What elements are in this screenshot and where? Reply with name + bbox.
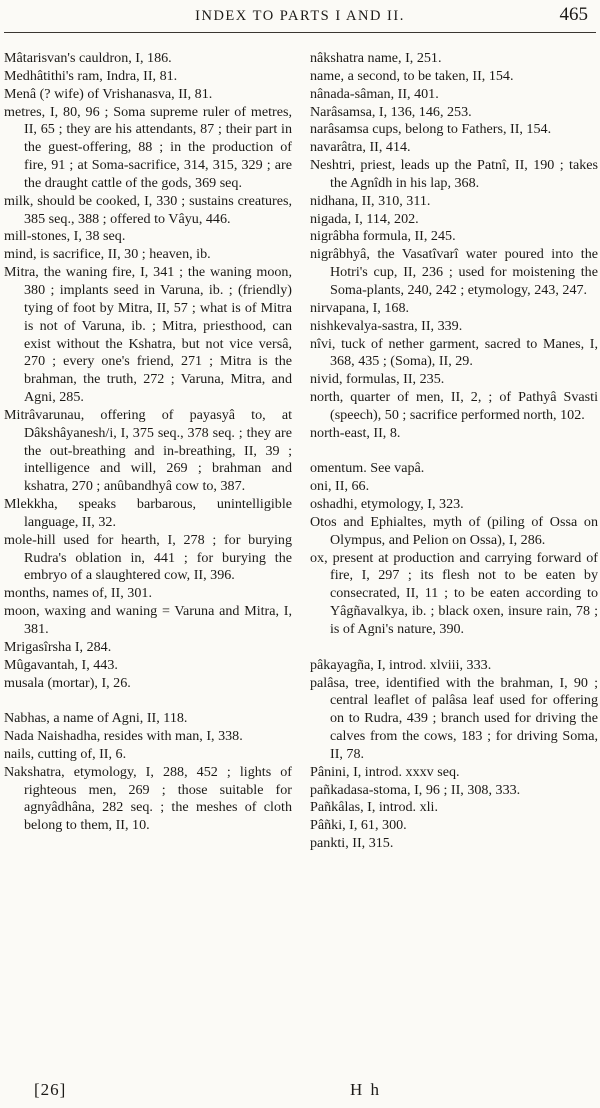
index-column-left — [4, 50, 292, 835]
signature-letters: H h — [350, 1080, 382, 1099]
index-entry: north-east, II, 8. — [310, 424, 401, 441]
running-title: INDEX TO PARTS I AND II. — [195, 8, 405, 24]
index-entry: Mitrâvarunau, offering of payasyâ to, at Dâkshâyanesh/i, I, 375 seq., 378 seq. ; they are the out-breathing and in-breathing, II, 39 ; intelligence and will, 269 ; brahman and kshatra, 270 ; anûbandhyâ cow to, 387. — [4, 406, 292, 495]
index-entry: Mûgavantah, I, 443. — [4, 656, 118, 673]
index-entry: Mlekkha, speaks barbarous, unintelligible language, II, 32. — [4, 496, 292, 530]
index-entry: Nabhas, a name of Agni, II, 118. — [4, 710, 188, 727]
index-entry: Pañkâlas, I, introd. xli. — [310, 799, 438, 816]
index-entry: nidhana, II, 310, 311. — [310, 192, 431, 209]
index-entry: milk, should be cooked, I, 330 ; sustains creatures, 385 seq., 388 ; offered to Vâyu, 446. — [4, 192, 292, 227]
index-entry: name, a second, to be taken, II, 154. — [310, 67, 514, 84]
index-entry: metres, I, 80, 96 ; Soma supreme ruler of metres, II, 65 ; they are his attendants, 87 ; their part in the guest-offering, 88 ; in the production of fire, 91 ; at Soma-sacrifice, 314, 315, 329 ; are the draught cattle of the gods, 369 seq. — [4, 103, 292, 191]
index-entry: nails, cutting of, II, 6. — [4, 745, 127, 762]
index-entry: north, quarter of men, II, 2, ; of Pathyâ Svasti (speech), 50 ; sacrifice performed north, 102. — [310, 389, 598, 423]
section-gap — [4, 692, 292, 710]
section-gap — [310, 639, 598, 657]
index-entry: oshadhi, etymology, I, 323. — [310, 496, 464, 513]
index-entry: oni, II, 66. — [310, 478, 370, 495]
index-entry: pâkayagña, I, introd. xlviii, 333. — [310, 656, 492, 673]
index-entry: nigrâbhyâ, the Vasatîvarî water poured into the Hotri's cup, II, 236 ; used for moistening the Soma-plants, 240, 242 ; etymology, 243, 247. — [310, 246, 598, 298]
index-entry: navarâtra, II, 414. — [310, 139, 411, 156]
index-entry: months, names of, II, 301. — [4, 585, 152, 602]
index-entry: narâsamsa cups, belong to Fathers, II, 154. — [310, 121, 552, 138]
index-entry: mole-hill used for hearth, I, 278 ; for burying Rudra's oblation in, 441 ; for burying the embryo of a slaughtered cow, II, 396. — [4, 531, 292, 584]
index-entry: Neshtri, priest, leads up the Patnî, II, 190 ; takes the Agnîdh in his lap, 368. — [310, 157, 598, 191]
index-entry: nirvapana, I, 168. — [310, 299, 410, 316]
index-entry: nishkevalya-sastra, II, 339. — [310, 317, 463, 334]
index-entry: mind, is sacrifice, II, 30 ; heaven, ib. — [4, 246, 211, 263]
index-entry: Mâtarisvan's cauldron, I, 186. — [4, 50, 172, 66]
index-entry: Menâ (? wife) of Vrishanasva, II, 81. — [4, 85, 213, 102]
index-entry: Pânini, I, introd. xxxv seq. — [310, 763, 460, 780]
index-entry: ox, present at production and carrying forward of fire, I, 297 ; its flesh not to be eaten by consecrated, II, 11 ; to be eaten according to Yâgñavalkya, ib. ; black oxen, insure rain, 78 ; is of Agni's nature, 390. — [310, 549, 598, 637]
index-entry: Otos and Ephialtes, myth of (piling of Ossa on Olympus, and Pelion on Ossa), I, 286. — [310, 513, 598, 548]
index-entry: nânada-sâman, II, 401. — [310, 85, 439, 102]
index-entry: nigrâbha formula, II, 245. — [310, 228, 456, 245]
index-entry: omentum. See vapâ. — [310, 460, 425, 477]
index-entry: Mitra, the waning fire, I, 341 ; the waning moon, 380 ; implants seed in Varuna, ib. ; (friendly) tying of foot by Mitra, II, 57 ; what is of Mitra is not of Varuna, ib. ; Mitra, priesthood, can exist without the Kshatra, but not vice versâ, 270 ; every one's friend, 271 ; Mitra is the brahman, the truth, 272 ; Varuna, Mitra, and Agni, 285. — [4, 264, 292, 406]
index-entry: Mrigasîrsha I, 284. — [4, 638, 112, 655]
index-entry: musala (mortar), I, 26. — [4, 674, 131, 691]
header-rule — [4, 32, 596, 33]
index-column-right — [310, 50, 598, 853]
index-entry: nivid, formulas, II, 235. — [310, 371, 445, 388]
page-number: 465 — [559, 4, 588, 25]
index-entry: nîvi, tuck of nether garment, sacred to Manes, I, 368, 435 ; (Soma), II, 29. — [310, 335, 598, 370]
index-entry: moon, waxing and waning = Varuna and Mitra, I, 381. — [4, 603, 292, 637]
index-entry: pankti, II, 315. — [310, 835, 394, 852]
index-entry: mill-stones, I, 38 seq. — [4, 228, 126, 245]
index-entry: Narâsamsa, I, 136, 146, 253. — [310, 103, 472, 120]
index-entry: Nakshatra, etymology, I, 288, 452 ; lights of righteous men, 269 ; those suitable for agnyâdhâna, 282 seq. ; the meshes of cloth belong to them, II, 10. — [4, 763, 292, 834]
running-header — [0, 0, 600, 32]
signature-mark: [26] — [34, 1080, 67, 1099]
index-entry: palâsa, tree, identified with the brahman, I, 90 ; central leaflet of palâsa leaf used for offering on to Rudra, 439 ; branch used for driving the calves from the cows, 183 ; for driving Soma, II, 78. — [310, 674, 598, 762]
index-entry: Nada Naishadha, resides with man, I, 338. — [4, 728, 243, 745]
page-footer — [0, 1080, 600, 1104]
index-entry: nigada, I, 114, 202. — [310, 210, 419, 227]
section-gap — [310, 443, 598, 461]
index-entry: pañkadasa-stoma, I, 96 ; II, 308, 333. — [310, 781, 521, 798]
index-entry: Pâñki, I, 61, 300. — [310, 817, 407, 834]
index-entry: Medhâtithi's ram, Indra, II, 81. — [4, 67, 178, 84]
index-entry: nâkshatra name, I, 251. — [310, 50, 442, 66]
